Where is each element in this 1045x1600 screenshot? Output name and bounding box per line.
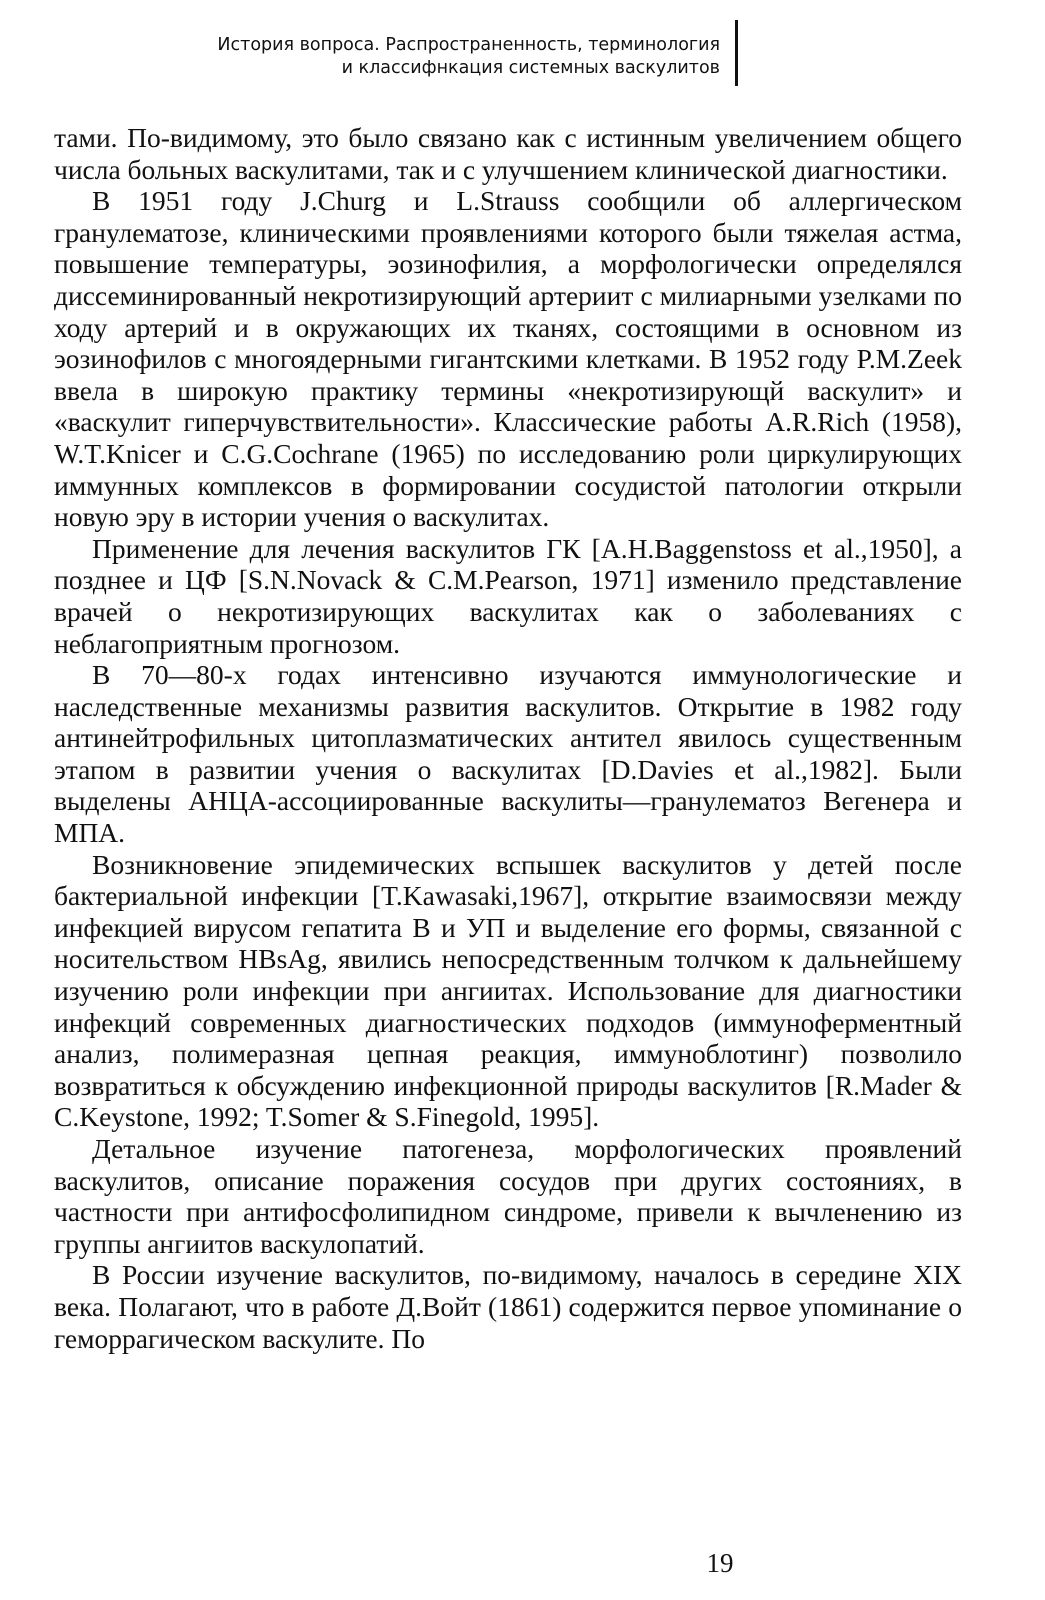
paragraph-1: тами. По-видимому, это было связано как с истинным увеличением общего числа больных васкулитами, так и с улучшением клинической диагностики.: [54, 122, 962, 185]
paragraph-3: Применение для лечения васкулитов ГК [A.H.Baggenstoss et al.,1950], а позднее и ЦФ [S.N.Novack & C.M.Pearson, 1971] изменило представление врачей о некротизирующих васкулитах как о заболеваниях с неблагоприятным прогнозом.: [54, 532, 962, 659]
running-header-line-1: История вопроса. Распространенность, терминология: [217, 35, 720, 55]
body-text: [54, 122, 962, 1354]
paragraph-6: Детальное изучение патогенеза, морфологических проявлений васкулитов, описание поражения сосудов при других состояниях, в частности при антифосфолипидном синдроме, привели к вычленению из группы ангиитов васкулопатий.: [54, 1133, 962, 1259]
running-header-line-2: и классифнкация системных васкулитов: [341, 58, 720, 78]
paragraph-5: Возникновение эпидемических вспышек васкулитов у детей после бактериальной инфекции [T.Kawasaki,1967], открытие взаимосвязи между инфекцией вирусом гепатита В и УП и выделение его формы, связанной с носительством HBsAg, явились непосредственным толчком к дальнейшему изучению роли инфекции при ангиитах. Использование для диагностики инфекций современных диагностических подходов (иммуноферментный анализ, полимеразная цепная реакция, иммуноблотинг) позволило возвратиться к обсуждению инфекционной природы васкулитов [R.Mader & C.Keystone, 1992; T.Somer & S.Finegold, 1995].: [54, 848, 962, 1133]
page-number: 19: [706, 1548, 734, 1578]
running-header: [180, 34, 720, 80]
paragraph-4: В 70—80-х годах интенсивно изучаются иммунологические и наследственные механизмы развития васкулитов. Открытие в 1982 году антинейтрофильных цитоплазматических антител явилось существенным этапом в развитии учения о васкулитах [D.Davies et al.,1982]. Были выделены АНЦА-ассоциированные васкулиты—гранулематоз Вегенера и МПА.: [54, 659, 962, 849]
header-vertical-rule: [735, 20, 738, 86]
paragraph-2: В 1951 году J.Churg и L.Strauss сообщили об аллергическом гранулематозе, клиническими проявлениями которого были тяжелая астма, повышение температуры, эозинофилия, а морфологически определялся диссеминированный некротизирующий артериит с милиарными узелками по ходу артерий и в окружающих их тканях, состоящими в основном из эозинофилов с многоядерными гигантскими клетками. В 1952 году P.M.Zeek ввела в широкую практику термины «некротизирующй васкулит» и «васкулит гиперчувствительности». Классические работы A.R.Rich (1958), W.T.Knicer и C.G.Cochrane (1965) по исследованию роли циркулирующих иммунных комплексов в формировании сосудистой патологии открыли новую эру в истории учения о васкулитах.: [54, 185, 962, 533]
paragraph-7: В России изучение васкулитов, по-видимому, началось в середине XIX века. Полагают, что в работе Д.Войт (1861) содержится первое упоминание о геморрагическом васкулите. По: [54, 1259, 962, 1354]
